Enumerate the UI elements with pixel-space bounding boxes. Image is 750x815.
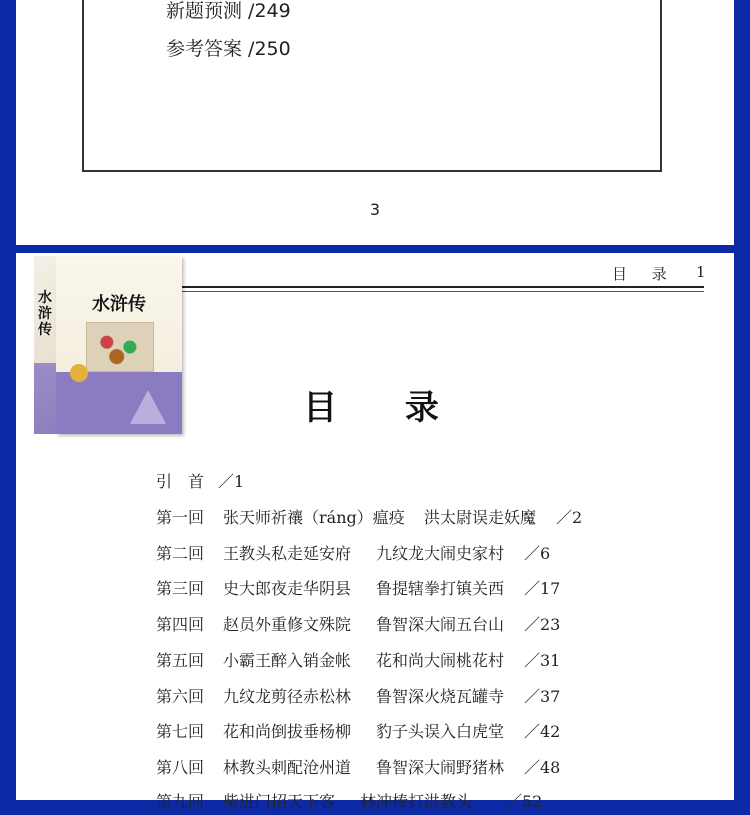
toc-page: ／37 [524,687,561,706]
toc-chapter: 第二回 [156,544,205,563]
toc-title-1: 九纹龙剪径赤松林 [223,687,352,706]
header-rule [176,286,704,288]
toc-chapter: 第一回 [156,508,205,527]
toc-page: ／42 [524,722,561,741]
book-spine [34,256,57,434]
book-front [56,256,182,434]
badge-icon [70,364,88,382]
toc-page: ／6 [524,544,551,563]
page-number: 3 [369,200,381,219]
toc-title-2: 鲁提辖拳打镇关西 [376,579,505,598]
toc-title: 目 录 [303,388,467,428]
toc-page: ／2 [556,508,583,527]
toc-title-2: 洪太尉误走妖魔 [424,508,537,527]
toc-chapter: 引 首 [156,472,205,491]
upper-item: 新题预测 /249 [166,0,291,22]
toc-chapter: 第四回 [156,615,205,634]
header-rule-thin [176,291,704,292]
toc-chapter: 第八回 [156,758,205,777]
spine-title: 水浒传 [38,290,52,338]
cover-illustration [86,322,154,372]
toc-title-1: 林教头刺配沧州道 [223,758,352,777]
toc-title-2: 鲁智深火烧瓦罐寺 [376,687,505,706]
toc-chapter: 第六回 [156,687,205,706]
toc-chapter: 第三回 [156,579,205,598]
book-cover-image [34,256,182,436]
toc-chapter: 第五回 [156,651,205,670]
toc-title-1: 王教头私走延安府 [223,544,352,563]
toc-title-1: 赵员外重修文殊院 [223,615,352,634]
upper-item: 参考答案 /250 [166,38,291,60]
toc-page: ／17 [524,579,561,598]
cover-title: 水浒传 [92,294,146,315]
toc-title-2: 九纹龙大闹史家村 [376,544,505,563]
toc-title-1: 史大郎夜走华阴县 [223,579,352,598]
running-header: 目 录 [612,265,677,283]
toc-title-1: 小霸王醉入销金帐 [223,651,352,670]
toc-page: ／48 [524,758,561,777]
toc-chapter: 第七回 [156,722,205,741]
running-header-page: 1 [696,263,706,281]
toc-title-1: 张天师祈禳（ráng）瘟疫 [223,508,405,527]
toc-title-1: 花和尚倒拔垂杨柳 [223,722,352,741]
toc-page: ／23 [524,615,561,634]
toc-chapter: 第九回 [156,792,205,811]
triangle-decoration [130,390,166,424]
content-box [82,0,662,172]
toc-page: ／52 [506,792,543,811]
toc-title-2: 豹子头误入白虎堂 [376,722,505,741]
toc-page: ／31 [524,651,561,670]
toc-title-2: 鲁智深大闹野猪林 [376,758,505,777]
toc-title-1: 柴进门招天下客 [223,792,336,811]
toc-page: ／1 [218,472,245,491]
toc-title-2: 林冲棒打洪教头 [360,792,473,811]
toc-title-2: 花和尚大闹桃花村 [376,651,505,670]
toc-title-2: 鲁智深大闹五台山 [376,615,505,634]
upper-page [16,0,734,245]
